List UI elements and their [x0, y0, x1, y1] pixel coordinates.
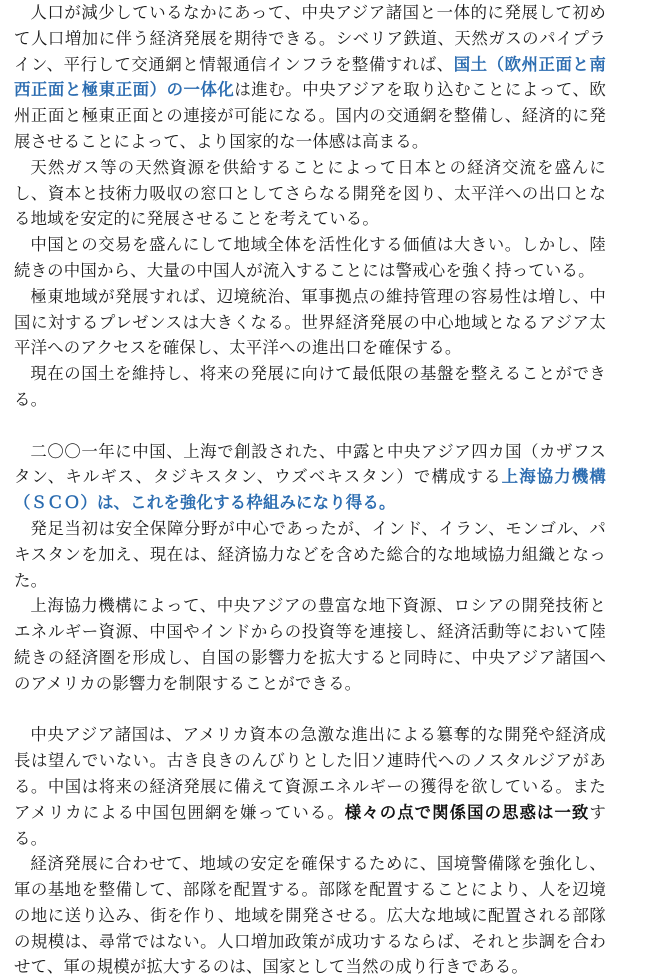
paragraph: 中国との交易を盛んにして地域全体を活性化する価値は大きい。しかし、陸続きの中国から、大量の中国人が流入することには警戒心を強く持っている。 [14, 235, 606, 280]
paragraph [14, 722, 606, 851]
paragraph: 発足当初は安全保障分野が中心であったが、インド、イラン、モンゴル、パキスタンを加え、現在は、経済協力などを含めた総合的な地域協力組織となった。 [14, 518, 606, 590]
paragraph: 現在の国土を維持し、将来の発展に向けて最低限の基盤を整えることができる。 [14, 364, 606, 409]
paragraph-spacer [14, 697, 606, 723]
paragraph-text: は進む。中央アジアを取り込むことによって、欧州正面と極東正面との連接が可能になる。国内の交通網を整備し、経済的に発展させることによって、より国家的な一体感は高まる。 [14, 80, 606, 151]
paragraph-spacer [14, 413, 606, 439]
highlighted-phrase: 上海協力機構（ＳＣＯ）は、これを強化する枠組みになり得る。 [14, 467, 607, 513]
paragraph-text: 人口が減少しているなかにあって、中央アジア諸国と一体的に発展して初めて人口増加に伴う経済発展を期待できる。シベリア鉄道、天然ガスのパイプライン、平行して交通網と情報通信インフラを整備すれば、 [14, 3, 606, 74]
paragraph: 上海協力機構によって、中央アジアの豊富な地下資源、ロシアの開発技術とエネルギー資源、中国やインドからの投資等を連接し、経済活動等において陸続きの経済圏を形成し、自国の影響力を拡大すると同時に、中央アジア諸国へのアメリカの影響力を制限することができる。 [14, 596, 606, 693]
document-body [14, 0, 606, 980]
bold-phrase: 様々の点で関係国の思惑は一致 [344, 802, 590, 822]
paragraph: 極東地域が発展すれば、辺境統治、軍事拠点の維持管理の容易性は増し、中国に対するプレゼンスは大きくなる。世界経済発展の中心地域となるアジア太平洋へのアクセスを確保し、太平洋への進出口を確保する。 [14, 286, 606, 358]
paragraph: 経済発展に合わせて、地域の安定を確保するために、国境警備隊を強化し、軍の基地を整備して、部隊を配置する。部隊を配置することにより、人を辺境の地に送り込み、街を作り、地域を開発させる。広大な地域に配置される部隊の規模は、尋常ではない。人口増加政策が成功するならば、それと歩調を合わせて、軍の規模が拡大するのは、国家として当然の成り行きである。 [14, 854, 606, 977]
paragraph: 天然ガス等の天然資源を供給することによって日本との経済交流を盛んにし、資本と技術力吸収の窓口としてさらなる開発を図り、太平洋への出口となる地域を安定的に発展させることを考えている。 [14, 157, 606, 229]
paragraph-text: 二〇〇一年に中国、上海で創設された、中露と中央アジア四カ国（カザフスタン、キルギス、タジキスタン、ウズベキスタン）で構成する [14, 441, 606, 487]
paragraph [14, 439, 606, 516]
paragraph-text: する。 [14, 802, 606, 848]
paragraph [14, 0, 606, 155]
paragraph-text: 中央アジア諸国は、アメリカ資本の急激な進出による簒奪的な開発や経済成長は望んでいない。古き良きのんびりとした旧ソ連時代へのノスタルジアがある。中国は将来の経済発展に備えて資源エネルギーの獲得を欲している。またアメリカによる中国包囲網を嫌っている。 [14, 725, 606, 822]
highlighted-phrase: 国土（欧州正面と南西正面と極東正面）の一体化 [14, 54, 606, 100]
